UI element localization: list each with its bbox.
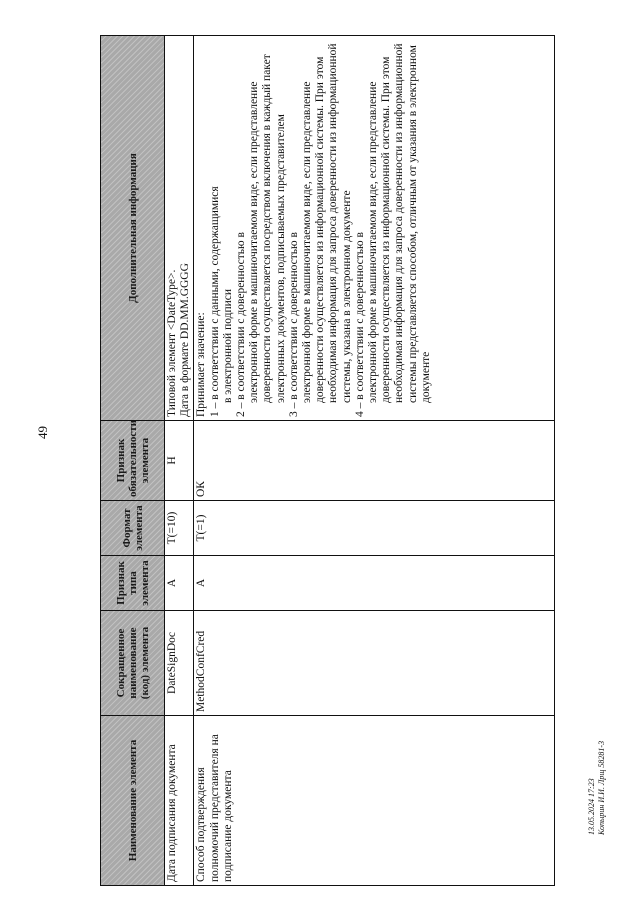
info-option-head: 4 – в соответствии с доверенностью в bbox=[353, 232, 366, 417]
table-header-row bbox=[101, 36, 165, 886]
page-number: 49 bbox=[35, 426, 50, 439]
cell-format: T(=10) bbox=[165, 501, 194, 556]
cell-type: А bbox=[194, 556, 555, 611]
info-option-text: электронной форме в машиночитаемом виде, если представление доверенности осуществляется посредством включения в каждый пакет электронных документов, подписываемых представителем bbox=[248, 54, 287, 403]
info-option-text: электронной форме в машиночитаемом виде, если представление доверенности осуществляется из информационной системы. При этом необходимая информация для запроса доверенности из информационной системы, указана в электронном документе bbox=[301, 43, 353, 403]
info-line: Дата в формате DD.MM.GGGG bbox=[179, 263, 192, 417]
info-option-head: 2 – в соответствии с доверенностью в bbox=[235, 232, 248, 417]
info-option-head: 3 – в соответствии с доверенностью в bbox=[287, 232, 300, 417]
stamp-date: 13.05.2024 17:23 bbox=[587, 778, 596, 835]
info-option-head: 1 – в соответствии с данными, содержащимися bbox=[208, 186, 221, 417]
cell-required: ОК bbox=[194, 421, 555, 501]
rotated-table-container bbox=[100, 36, 555, 886]
info-option-text: в электронной подписи bbox=[221, 288, 234, 403]
elements-table bbox=[100, 35, 555, 886]
header-element-type: Признак типа элемента bbox=[101, 556, 165, 611]
cell-format: T(=1) bbox=[194, 501, 555, 556]
header-element-name: Наименование элемента bbox=[101, 716, 165, 886]
cell-info bbox=[165, 36, 194, 421]
cell-name: Способ подтверждения полномочий представителя на подписание документа bbox=[194, 716, 555, 886]
cell-info bbox=[194, 36, 555, 421]
info-line: Типовой элемент <DateType>. bbox=[166, 269, 178, 417]
table-row bbox=[194, 36, 555, 886]
header-additional-info: Дополнительная информация bbox=[101, 36, 165, 421]
cell-required: Н bbox=[165, 421, 194, 501]
info-intro: Принимает значение: bbox=[195, 312, 208, 417]
info-option-text: электронной форме в машиночитаемом виде, если представление доверенности осуществляется из информационной системы. При этом необходимая информация для запроса доверенности из информационной системы представляется способом, отличным от указания в электронном документе bbox=[367, 43, 432, 403]
signature-stamp bbox=[587, 741, 607, 835]
cell-name: Дата подписания документа bbox=[165, 716, 194, 886]
cell-type: А bbox=[165, 556, 194, 611]
table-row bbox=[165, 36, 194, 886]
header-element-format: Формат элемента bbox=[101, 501, 165, 556]
cell-code: DateSignDoc bbox=[165, 611, 194, 716]
cell-code: MethodConfCred bbox=[194, 611, 555, 716]
stamp-signer: Копырин И.И. Лрщ 58281-3 bbox=[597, 740, 606, 835]
header-element-required: Признак обязательности элемента bbox=[101, 421, 165, 501]
header-element-code: Сокращенное наименование (код) элемента bbox=[101, 611, 165, 716]
